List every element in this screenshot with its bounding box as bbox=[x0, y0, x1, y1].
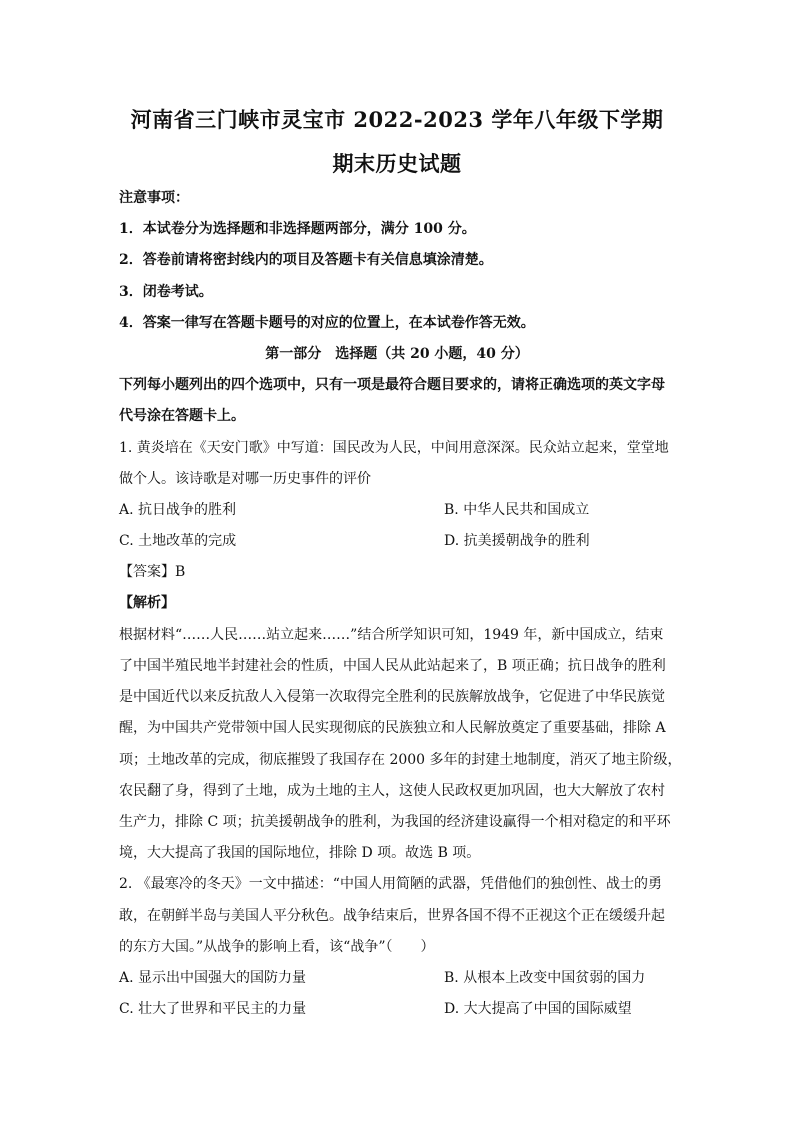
q1-analysis-line: 根据材料“……人民……站立起来……”结合所学知识可知，1949 年，新中国成立，结束 bbox=[119, 627, 664, 643]
section-instruction-line1: 下列每小题列出的四个选项中，只有一项是最符合题目要求的，请将正确选项的英文字母 bbox=[119, 377, 665, 393]
q1-analysis-line: 境，大大提高了我国的国际地位，排除 D 项。故选 B 项。 bbox=[119, 845, 481, 861]
q2-option-c: C. 壮大了世界和平民主的力量 bbox=[119, 1001, 307, 1017]
q1-analysis-line: 醒，为中国共产党带领中国人民实现彻底的民族独立和人民解放奠定了重要基础，排除 A bbox=[119, 720, 666, 736]
q2-stem-line: 2. 《最寒冷的冬天》一文中描述：“中国人用简陋的武器，凭借他们的独创性、战士的勇 bbox=[119, 876, 662, 892]
q2-stem-line: 的东方大国。”从战争的影响上看，该“战争”（ ） bbox=[119, 939, 435, 955]
q1-stem-line1: 1. 黄炎培在《天安门歌》中写道：国民改为人民，中间用意深深。民众站立起来，堂堂地 bbox=[119, 440, 669, 456]
q1-analysis-line: 是中国近代以来反抗敌人入侵第一次取得完全胜利的民族解放战争，它促进了中华民族觉 bbox=[119, 689, 665, 705]
section-instruction-line2: 代号涂在答题卡上。 bbox=[119, 408, 245, 424]
exam-title-line2: 期末历史试题 bbox=[332, 151, 462, 176]
q1-analysis-line: 生产力，排除 C 项；抗美援朝战争的胜利，为我国的经济建设赢得一个相对稳定的和平环 bbox=[119, 814, 671, 830]
q1-option-d: D. 抗美援朝战争的胜利 bbox=[444, 533, 590, 549]
q1-analysis-line: 项；土地改革的完成，彻底摧毁了我国存在 2000 多年的封建土地制度，消灭了地主阶级， bbox=[119, 752, 682, 768]
q2-option-b: B. 从根本上改变中国贫弱的国力 bbox=[444, 970, 646, 986]
section-title: 第一部分 选择题（共 20 小题，40 分） bbox=[265, 346, 529, 362]
q1-stem-line2: 做个人。该诗歌是对哪一历史事件的评价 bbox=[119, 471, 371, 487]
q2-option-d: D. 大大提高了中国的国际威望 bbox=[444, 1001, 632, 1017]
q2-stem-line: 敢，在朝鲜半岛与美国人平分秋色。战争结束后，世界各国不得不正视这个正在缓缓升起 bbox=[119, 908, 665, 924]
note-item-4: 4．答案一律写在答题卡题号的对应的位置上，在本试卷作答无效。 bbox=[119, 315, 535, 331]
q1-answer: 【答案】B bbox=[119, 564, 186, 580]
notes-heading: 注意事项： bbox=[119, 190, 189, 206]
q1-analysis-line: 了中国半殖民地半封建社会的性质，中国人民从此站起来了，B 项正确；抗日战争的胜利 bbox=[119, 658, 666, 674]
q1-option-a: A. 抗日战争的胜利 bbox=[119, 502, 237, 518]
q2-option-a: A. 显示出中国强大的国防力量 bbox=[119, 970, 307, 986]
note-item-1: 1．本试卷分为选择题和非选择题两部分，满分 100 分。 bbox=[119, 221, 476, 237]
note-item-2: 2．答卷前请将密封线内的项目及答题卡有关信息填涂清楚。 bbox=[119, 252, 493, 268]
q1-option-b: B. 中华人民共和国成立 bbox=[444, 502, 590, 518]
q1-option-c: C. 土地改革的完成 bbox=[119, 533, 237, 549]
q1-analysis-line: 农民翻了身，得到了土地，成为土地的主人，这使人民政权更加巩固，也大大解放了农村 bbox=[119, 783, 665, 799]
note-item-3: 3．闭卷考试。 bbox=[119, 284, 213, 300]
exam-title-line1: 河南省三门峡市灵宝市 2022-2023 学年八年级下学期 bbox=[130, 107, 664, 132]
q1-analysis-heading: 【解析】 bbox=[119, 595, 175, 611]
